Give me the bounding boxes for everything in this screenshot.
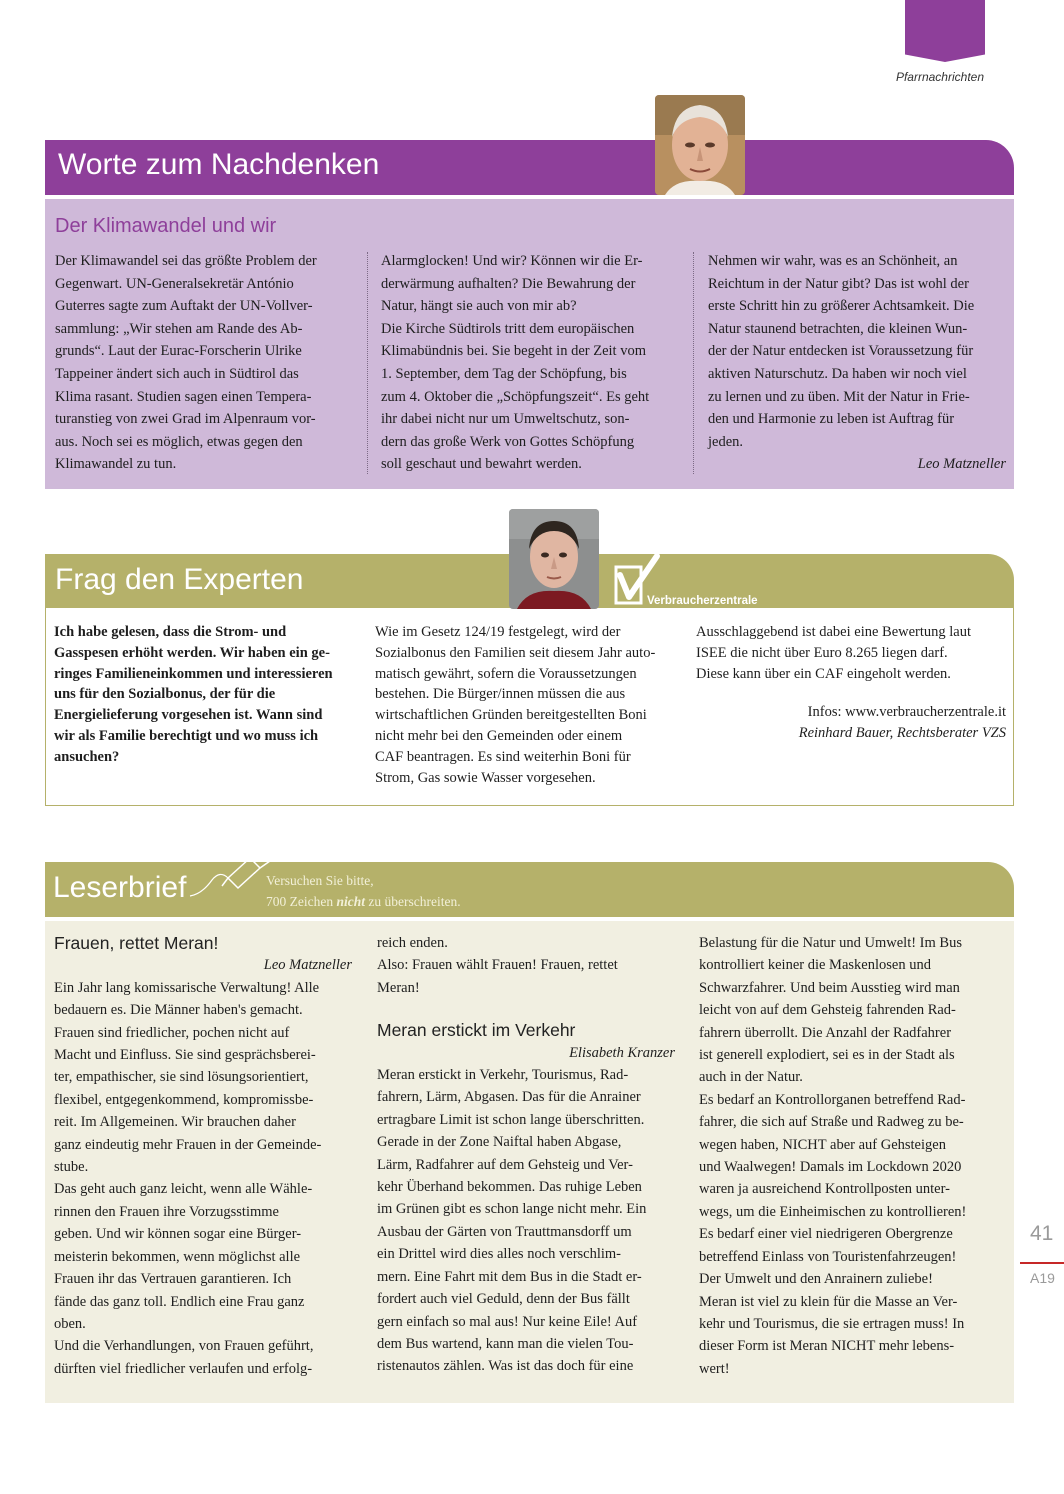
text-line: soll geschaut und bewahrt werden. (381, 456, 582, 473)
article-author: Leo Matzneller (917, 456, 1006, 473)
text-line: matisch gewährt, sofern die Voraussetzungen (375, 665, 637, 682)
letter-1-author: Leo Matzneller (263, 957, 352, 974)
text-line: uns für den Sozialbonus, der für die (54, 686, 276, 703)
text-line: ter, empathischer, sie sind lösungsorientiert, (54, 1069, 309, 1086)
text-line: aus. Noch sei es möglich, etwas gegen den (55, 433, 303, 450)
text-line: Ein Jahr lang komissarische Verwaltung! Alle (54, 979, 320, 996)
text-line: gern einfach so mal aus! Nur keine Eile! Auf (377, 1313, 638, 1330)
text-line: stube. (54, 1159, 89, 1176)
text-line: Strom, Gas sowie Wasser vorgesehen. (375, 769, 596, 786)
worte-title: Worte zum Nachdenken (58, 148, 380, 181)
text-line: den und Harmonie zu leben ist Auftrag für (708, 411, 955, 428)
text-line: fahrer, die sich auf Straße und Radweg zu be- (699, 1114, 964, 1131)
text-line: Es bedarf an Kontrollorganen betreffend Rad- (699, 1091, 966, 1108)
text-line: Ausschlaggebend ist dabei eine Bewertung laut (696, 624, 972, 640)
text-line: Tappeiner ändert sich auch in Südtirol das (55, 365, 299, 382)
letter-1-heading: Frauen, rettet Meran! (54, 933, 219, 953)
text-line: Gegenwart. UN-Generalsekretär António (55, 275, 294, 292)
text-line: Meran! (377, 979, 420, 996)
worte-column-1 (55, 250, 345, 476)
letter-column-3 (699, 932, 1004, 1380)
text-line: 1. September, dem Tag der Schöpfung, bis (381, 365, 627, 382)
text-line: Frauen sind friedlicher, pochen nicht auf (54, 1024, 290, 1041)
text-line: fahrern überrollt. Die Anzahl der Radfahrer (699, 1024, 952, 1041)
text-line: Meran ist viel zu klein für die Masse an Ver- (699, 1293, 958, 1310)
text-line: ganz eindeutig mehr Frauen in der Gemeinde- (54, 1136, 322, 1153)
note-line-1: Versuchen Sie bitte, (266, 873, 374, 888)
text-line: erste Schritt hin zu größerer Achtsamkeit. Die (708, 298, 975, 315)
page-code: A19 (1030, 1270, 1055, 1286)
expert-photo-young-man (509, 509, 599, 609)
text-line: Klimawandel zu tun. (55, 456, 177, 473)
leserbrief-title: Leserbrief (53, 871, 187, 904)
text-line: Diese kann über ein CAF eingeholt werden. (696, 665, 951, 682)
text-line: dern das große Werk von Gottes Schöpfung (381, 433, 635, 450)
text-line: Ausbau der Gärten von Trauttmansdorff um (377, 1223, 632, 1240)
text-line: ristenautos zählen. Was ist das doch für eine (377, 1358, 634, 1375)
experten-question (54, 622, 359, 768)
text-line: leicht von auf dem Gehsteig fahrenden Rad- (699, 1002, 956, 1019)
letter-2-author: Elisabeth Kranzer (569, 1044, 675, 1061)
infos-link[interactable]: Infos: www.verbraucherzentrale.it (807, 704, 1006, 721)
text-line: Belastung für die Natur und Umwelt! Im Bus (699, 935, 962, 951)
text-line: waren ja ausreichend Kontrollposten unter- (699, 1181, 950, 1198)
text-line: jeden. (708, 433, 744, 450)
text-line: zu lernen und zu üben. Mit der Natur in Frie- (708, 388, 970, 405)
text-line: Guterres sagte zum Auftakt der UN-Vollver- (55, 298, 313, 315)
page-number: 41 (1030, 1222, 1054, 1245)
expert-signature: Reinhard Bauer, Rechtsberater VZS (798, 725, 1006, 742)
text-line: Das geht auch ganz leicht, wenn alle Wähle- (54, 1181, 313, 1198)
text-line: ein Drittel wird dies alles noch verschlim- (377, 1246, 622, 1263)
text-line: wert! (699, 1360, 730, 1377)
text-line: Alarmglocken! Und wir? Können wir die Er- (381, 253, 643, 269)
text-line: Wie im Gesetz 124/19 festgelegt, wird der (375, 624, 621, 640)
text-line: Macht und Einfluss. Sie sind gesprächsberei- (54, 1047, 316, 1064)
text-line: Ich habe gelesen, dass die Strom- und (54, 624, 287, 640)
text-line: wegen haben, NICHT aber auf Gehsteigen (699, 1136, 946, 1153)
text-line: Reichtum in der Natur gibt? Das ist wohl der (708, 275, 969, 292)
text-line: wegs, um die Einheimischen zu kontrollieren! (699, 1203, 967, 1220)
text-line: Es bedarf einer viel niedrigeren Obergrenze (699, 1226, 953, 1243)
text-line: ansuchen? (54, 748, 120, 765)
section-label: Pfarrnachrichten (895, 70, 984, 84)
text-line: Frauen ihr das Vertrauen garantieren. Ich (54, 1271, 292, 1288)
text-line: ihr dabei nicht nur um Umweltschutz, son- (381, 411, 630, 428)
note-line-2: 700 Zeichen nicht zu überschreiten. (266, 894, 461, 909)
experten-title: Frag den Experten (55, 563, 304, 596)
text-line: ertragbare Limit ist schon lange überschritten. (377, 1111, 645, 1128)
column-divider (693, 252, 694, 474)
text-line: kehr Überhand bekommen. Das ruhige Leben (377, 1179, 642, 1196)
experten-answer-part-2 (696, 622, 1006, 744)
text-line: der der Natur entdecken ist Voraussetzung für (708, 343, 974, 360)
text-line: Schwarzfahrer. Und beim Ausstieg wird man (699, 979, 960, 996)
text-line: zum 4. Oktober die „Schöpfungszeit“. Es geht (381, 388, 650, 405)
column-divider (367, 252, 368, 474)
text-line: Also: Frauen wählt Frauen! Frauen, rettet (377, 957, 618, 974)
text-line: reit. Im Allgemeinen. Wir brauchen daher (54, 1114, 296, 1131)
text-line: wirtschaftlichen Gründen bereitgestellten Boni (375, 707, 647, 724)
text-line: Natur, hängt sie auch von mir ab? (381, 298, 577, 315)
text-line: fordert auch viel Geduld, denn der Bus fällt (377, 1291, 630, 1308)
text-line: Die Kirche Südtirols tritt dem europäischen (381, 320, 635, 337)
text-line: oben. (54, 1315, 86, 1332)
text-line: dürften viel friedlicher verlaufen und erfolg- (54, 1360, 313, 1377)
text-line: Gerade in der Zone Naiftal haben Abgase, (377, 1134, 622, 1151)
text-line: fände das ganz toll. Endlich eine Frau ganz (54, 1293, 305, 1310)
text-line: im Grünen gibt es schon lange nicht mehr. Ein (377, 1201, 647, 1218)
text-line: mern. Eine Fahrt mit dem Bus in die Stadt er- (377, 1268, 642, 1285)
text-line: Gasspesen erhöht werden. Wir haben ein ge- (54, 644, 330, 661)
text-line: betreffend Einlass von Touristenfahrzeugen! (699, 1248, 957, 1265)
text-line: aktiven Naturschutz. Da haben wir noch viel (708, 365, 967, 382)
text-line: Der Klimawandel sei das größte Problem der (55, 253, 317, 269)
text-line: Sozialbonus den Familien seit diesem Jahr auto- (375, 644, 656, 661)
worte-subtitle: Der Klimawandel und wir (55, 215, 277, 237)
letter-column-2 (377, 932, 675, 1378)
text-line: dieser Form ist Meran NICHT mehr lebens- (699, 1338, 955, 1355)
text-line: und Waalwegen! Damals im Lockdown 2020 (699, 1159, 962, 1176)
text-line: fahrern, Lärm, Abgasen. Das für die Anrainer (377, 1089, 641, 1106)
text-line: Klima rasant. Studien sagen einen Tempera- (55, 388, 312, 405)
text-line: kontrolliert keiner die Maskenlosen und (699, 957, 931, 974)
text-line: Klimabündnis bei. Sie begeht in der Zeit vom (381, 343, 646, 360)
text-line: nicht mehr bei den Gemeinden oder einem (375, 727, 623, 744)
text-line: turanstieg von zwei Grad im Alpenraum vor- (55, 411, 316, 428)
text-line: grunds“. Laut der Eurac-Forscherin Ulrike (55, 343, 302, 360)
text-line: flexibel, entgegenkommend, kompromissbe- (54, 1091, 314, 1108)
text-line: sammlung: „Wir stehen am Rande des Ab- (55, 320, 303, 337)
text-line: bedauern es. Die Männer haben's gemacht. (54, 1002, 303, 1019)
text-line: CAF beantragen. Es sind weiterhin Boni für (375, 748, 631, 765)
text-line: ringes Familieneinkommen und interessieren (54, 665, 333, 682)
text-line: Der Umwelt und den Anrainern zuliebe! (699, 1271, 933, 1288)
worte-column-2 (381, 250, 671, 476)
text-line: Meran erstickt in Verkehr, Tourismus, Rad- (377, 1067, 629, 1084)
text-line: reich enden. (377, 935, 448, 951)
page-number-divider (1020, 1262, 1064, 1264)
leserbrief-note (266, 870, 461, 912)
text-line: dem Bus wartend, kann man die vielen Tou- (377, 1335, 634, 1352)
worte-column-3 (708, 250, 1006, 476)
text-line: Lärm, Radfahrer auf dem Gehsteig und Ver- (377, 1156, 633, 1173)
text-line: Nehmen wir wahr, was es an Schönheit, an (708, 253, 958, 269)
text-line: geben. Und wir können sogar eine Bürger- (54, 1226, 302, 1243)
text-line: auch in der Natur. (699, 1069, 803, 1086)
letter-1-column (54, 932, 352, 1380)
experten-answer-part-1 (375, 622, 680, 788)
text-line: ist generell explodiert, sei es in der Stadt als (699, 1047, 955, 1064)
text-line: wir als Familie berechtigt und wo muss ich (54, 727, 319, 744)
author-photo-elderly-man (655, 95, 745, 195)
top-bookmark-tab (905, 0, 985, 62)
text-line: Und die Verhandlungen, von Frauen geführt, (54, 1338, 314, 1355)
text-line: meisterin bekommen, wenn möglichst alle (54, 1248, 301, 1265)
letter-2-heading: Meran erstickt im Verkehr (377, 1020, 576, 1041)
text-line: Energielieferung vorgesehen ist. Wann sind (54, 707, 323, 724)
text-line: derwärmung aufhalten? Die Bewahrung der (381, 275, 636, 292)
text-line: kehr und Tourismus, die sie ertragen muss! In (699, 1315, 965, 1332)
text-line: ISEE die nicht über Euro 8.265 liegen darf. (696, 644, 948, 661)
text-line: Natur staunend betrachten, die kleinen Wun- (708, 320, 968, 337)
text-line: bestehen. Die Bürger/innen müssen die aus (375, 686, 626, 703)
verbraucherzentrale-logo-text: Verbraucherzentrale (647, 595, 758, 607)
text-line: rinnen den Frauen ihre Vorzugsstimme (54, 1203, 279, 1220)
